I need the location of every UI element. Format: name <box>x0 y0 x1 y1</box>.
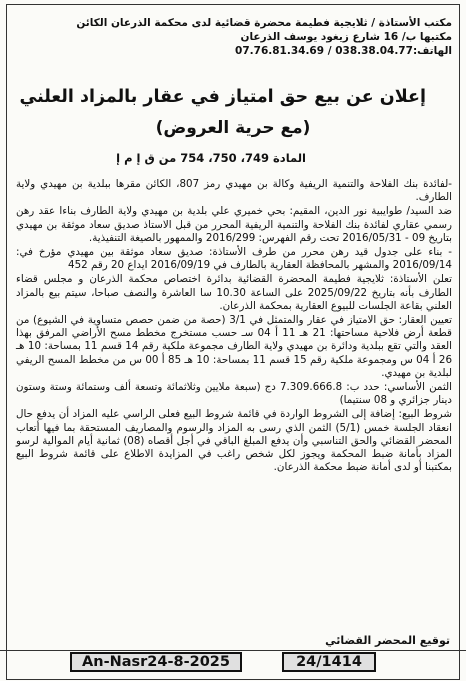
paragraph-announcement: تعلن الأستاذة: ثلايجية فطيمة المحضرة القضائية بدائرة اختصاص محكمة الذرعان و مجلس قضاء الطارف بأنه بتاريخ 2025/09/22 على الساعة 10.30 سا العاشرة والنصف صباحا، سيتم بيع بالمزاد العلني بقاعة الجلسات للبيوع العقارية بمحكمة الذرعان. <box>16 273 452 312</box>
notice-body <box>16 178 452 475</box>
notice-title: إعلان عن بيع حق امتياز في عقار بالمزاد العلني <box>19 87 426 107</box>
publication-date-box: An-Nasr24-8-2025 <box>70 652 242 672</box>
office-phone: الهاتف:038.38.04.77 / 07.76.81.34.69 <box>235 45 452 57</box>
paragraph-defendant: ضد السيد/ طوايبية نور الدين، المقيم: بحي خميري علي بلدية بن مهيدي ولاية الطارف بناءا عقد رهن رسمي عقاري لفائدة بنك الفلاحة والتنمية الريفية المحرر من قبل الاستاذ صديق سعاد موثقة بن مهيدي بتاريخ 09 - 2016/05/31 تحت رقم الفهرس: 2016/299 والممهور بالصيغة التنفيذية. <box>16 205 452 244</box>
paragraph-beneficiary: -لفائدة بنك الفلاحة والتنمية الريفية وكالة بن مهيدي رمز 807، الكائن مقرها ببلدية بن مهيدي ولاية الطارف. <box>16 178 452 204</box>
office-name: مكتب الأستاذة / ثلايجية فطيمة محضرة قضائية لدى محكمة الذرعان الكائن <box>76 17 452 29</box>
notice-subtitle: (مع حرية العروض) <box>155 118 311 138</box>
legal-articles: المادة 749، 750، 754 من ق إ م إ <box>116 151 306 165</box>
paragraph-sale-conditions: شروط البيع: إضافة إلى الشروط الواردة في قائمة شروط البيع فعلى الراسي عليه المزاد أن يدفع حال انعقاد الجلسة خمس (5/1) الثمن الذي رسى به المزاد والرسوم والمصاريف المستحقة بما فيها أتعاب المحضر القضائي والحق التناسبي وأن يدفع المبلغ الباقي في أجل أقصاه (08) ثمانية أيام الموالية لرسو المزاد بأمانة ضبط المحكمة ويجوز لكل شخص راغب في المزايدة الاطلاع على قائمة شروط البيع بمكتبنا أو لدى أمانة ضبط محكمة الذرعان. <box>16 408 452 474</box>
paragraph-mortgage-registration: - بناء على جدول قيد رهن محرر من طرف الأستاذة: صديق سعاد موثقة بين مهيدي مؤرخ في: 2016/09/14 والمشهر بالمحافظة العقارية بالطارف في 2016/09/19 ايداع 20 رقم 452 <box>16 246 452 272</box>
notice-number-box: 24/1414 <box>282 652 376 672</box>
office-header <box>76 16 452 58</box>
bailiff-signature: توقيع المحضر القضائي <box>325 634 450 647</box>
paragraph-property: تعيين العقار: حق الامتياز في عقار والمتمثل في 3/1 (حصة من ضمن حصص متساوية في الشيوع) من قطعة أرض فلاحية مساحتها: 21 هـ 11 أ 04 سـ حسب مستخرج مخطط مسح الأراضي المرفق بهذا العقد والتي تقع ببلدية ودائرة بن مهيدي ولاية الطارف مجموعة ملكية رقم 14 قسم 11 بمساحة: 10 هـ 26 أ 04 س ومجموعة ملكية رقم 15 قسم 11 بمساحة: 10 هـ 85 أ 00 س من مخطط المسح الريفي لبلدية بن مهيدي. <box>16 314 452 379</box>
paragraph-base-price: الثمن الأساسي: حدد ب: 7.309.666.8 دج (سبعة ملايين وثلاثمائة وتسعة ألف وستمائة وستة وستون دينار جزائري و 08 سنتيما) <box>16 381 452 407</box>
office-address: مكتبها ب/ 16 شارع زيغود يوسف الذرعان <box>240 31 452 43</box>
